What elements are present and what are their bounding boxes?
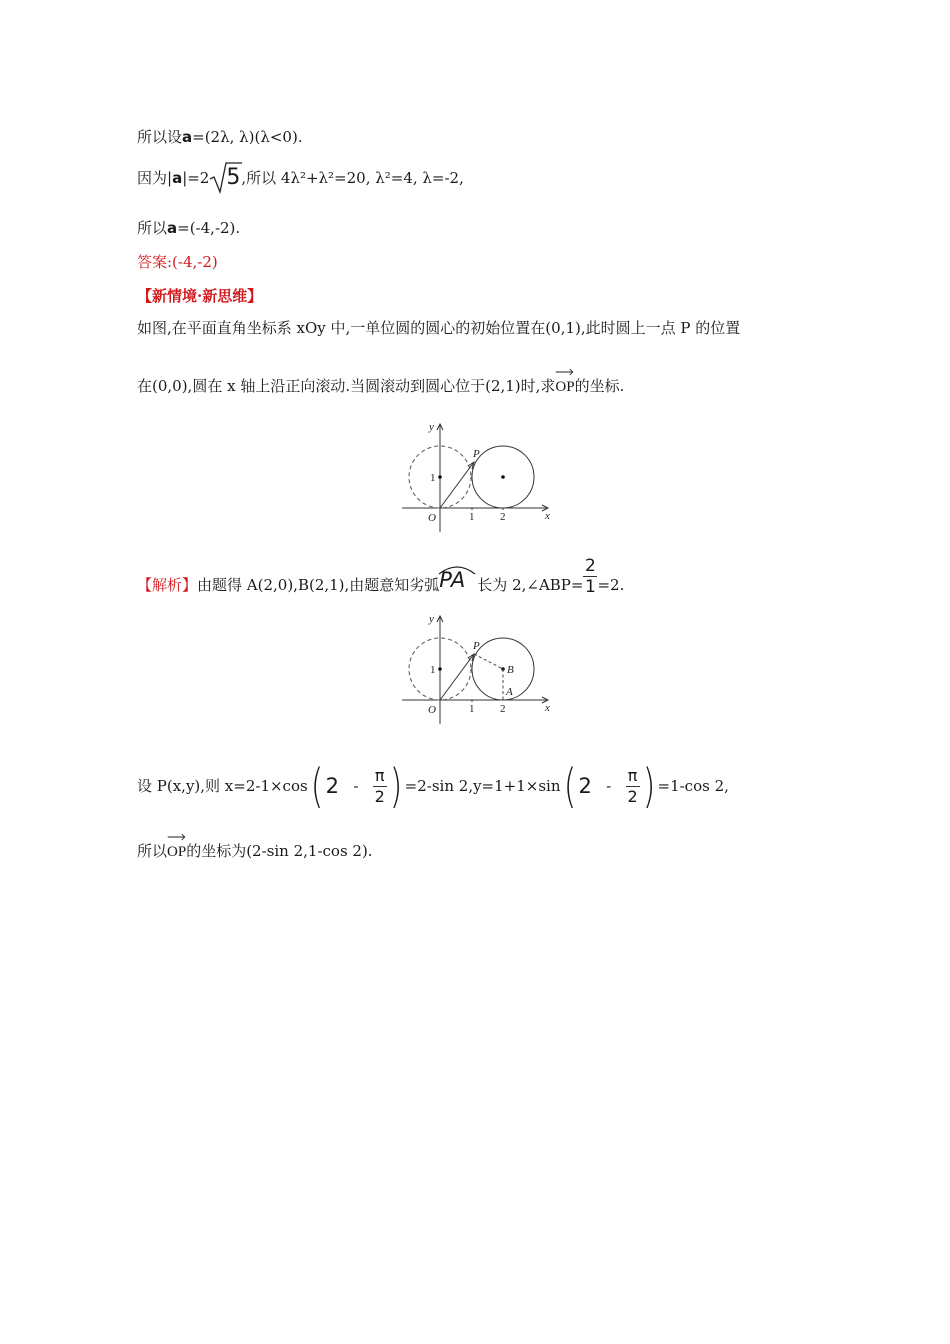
- fraction-pi-over-2: [626, 766, 640, 807]
- answer: 答案:(-4,-2): [137, 253, 218, 271]
- text: 在(0,0),圆在 x 轴上沿正向滚动.当圆滚动到圆心位于(2,1)时,求: [137, 377, 556, 395]
- right-paren: ): [389, 759, 402, 813]
- label-b: B: [507, 664, 514, 676]
- label-two-x: 2: [500, 511, 506, 523]
- figure-1: [398, 420, 558, 540]
- left-paren: (: [563, 759, 576, 813]
- right-paren: ): [642, 759, 655, 813]
- line-3: [137, 218, 240, 238]
- label-o: O: [428, 512, 436, 524]
- initial-center: [438, 667, 442, 671]
- text: 的坐标为(2-sin 2,1-cos 2).: [186, 842, 373, 860]
- fraction-pi-over-2: [373, 766, 387, 807]
- number-two: 2: [325, 774, 340, 798]
- label-a: A: [506, 686, 513, 698]
- vector-a: a: [172, 169, 183, 187]
- text: 长为 2,∠ABP=: [477, 576, 584, 594]
- text: 的坐标.: [574, 377, 625, 395]
- number-two: 2: [578, 774, 592, 798]
- label-o: O: [428, 704, 436, 716]
- left-paren: (: [310, 759, 323, 813]
- label-one-y: 1: [430, 472, 436, 484]
- text: =2.: [597, 576, 625, 594]
- text: =(-4,-2).: [177, 219, 241, 237]
- solution-line-1: [137, 759, 729, 813]
- text: =1-cos 2,: [657, 777, 729, 795]
- label-p: P: [473, 448, 480, 460]
- figure-2: [398, 612, 558, 730]
- text: 所以: [137, 842, 168, 860]
- text: 因为|: [137, 169, 173, 187]
- rolled-center: [501, 475, 505, 479]
- vector-op: [167, 838, 186, 862]
- text: 由题得 A(2,0),B(2,1),由题意知劣弧: [197, 576, 440, 594]
- segment-op: [440, 462, 474, 508]
- line-1: [137, 127, 303, 147]
- vector-a: a: [167, 219, 178, 237]
- segment-op: [440, 654, 474, 700]
- text: 所以: [137, 219, 168, 237]
- solution-line-2: [137, 838, 373, 862]
- label-x: x: [545, 510, 550, 522]
- arc-label: PA: [439, 568, 466, 592]
- denominator: 2: [374, 786, 385, 806]
- numerator: 2: [585, 555, 596, 576]
- label-y: y: [429, 613, 434, 625]
- initial-center: [438, 475, 442, 479]
- label-x: x: [545, 702, 550, 714]
- text: =2-sin 2,y=1+1×sin: [404, 777, 561, 795]
- label-one-x: 1: [469, 511, 475, 523]
- radicand: 5: [226, 165, 241, 190]
- vector-op: [555, 373, 574, 397]
- numerator: π: [627, 765, 638, 785]
- text: 所以设: [137, 128, 183, 146]
- fraction-2-over-1: [583, 556, 597, 597]
- label-y: y: [429, 421, 434, 433]
- text: ,所以 4λ²+λ²=20, λ²=4, λ=-2,: [241, 169, 464, 187]
- label-p: P: [473, 640, 480, 652]
- section-tag: 【新情境·新思维】: [137, 287, 263, 305]
- vector-label: OP: [555, 379, 575, 395]
- denominator: 1: [585, 576, 596, 597]
- arc-pa: [439, 570, 477, 590]
- sqrt-five: [209, 163, 241, 190]
- vector-label: OP: [167, 844, 187, 860]
- minus: -: [606, 777, 612, 795]
- label-one-y: 1: [430, 664, 436, 676]
- label-two-x: 2: [500, 703, 506, 715]
- numerator: π: [374, 765, 385, 785]
- problem-line-2: [137, 373, 624, 397]
- analysis-line: [137, 555, 625, 597]
- minus: -: [353, 777, 359, 795]
- analysis-tag: 【解析】: [137, 576, 198, 594]
- line-2: [137, 163, 464, 188]
- vector-a: a: [182, 128, 193, 146]
- problem-line-1: 如图,在平面直角坐标系 xOy 中,一单位圆的圆心的初始位置在(0,1),此时圆上一点 P 的位置: [137, 319, 741, 337]
- text: |=2: [182, 169, 210, 187]
- text: =(2λ, λ)(λ<0).: [192, 128, 303, 146]
- denominator: 2: [627, 786, 638, 806]
- label-one-x: 1: [469, 703, 475, 715]
- arrow-icon: [555, 367, 574, 377]
- arrow-icon: [167, 832, 186, 842]
- text: 设 P(x,y),则 x=2-1×cos: [137, 777, 308, 795]
- segment-pb: [474, 654, 503, 669]
